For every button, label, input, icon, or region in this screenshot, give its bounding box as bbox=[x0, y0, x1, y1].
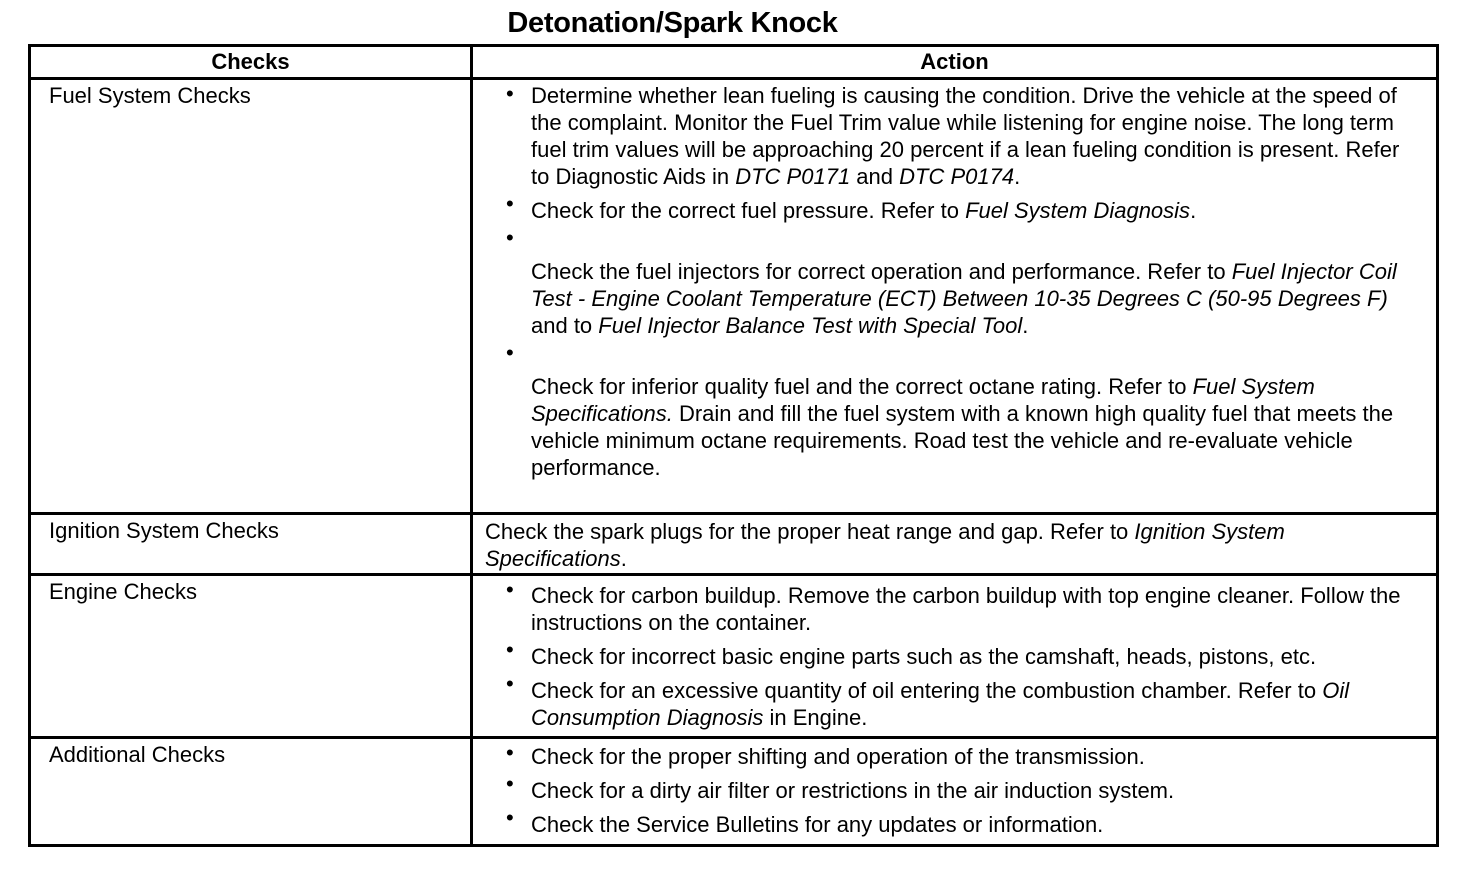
body-text: Check for the correct fuel pressure. Refer to bbox=[531, 198, 966, 223]
action-item bbox=[473, 670, 1436, 731]
bullet-icon: • bbox=[506, 81, 514, 106]
action-cell bbox=[472, 514, 1438, 575]
body-text: and bbox=[850, 164, 900, 189]
bullet-icon: • bbox=[506, 225, 514, 250]
action-item bbox=[473, 339, 1436, 481]
reference-text: Fuel System Diagnosis bbox=[965, 198, 1191, 223]
check-label: Fuel System Checks bbox=[30, 79, 472, 514]
body-text: . bbox=[1014, 164, 1021, 189]
bullet-icon: • bbox=[506, 671, 514, 696]
reference-text: DTC P0174 bbox=[899, 164, 1015, 189]
checks-column-header: Checks bbox=[30, 46, 472, 79]
fuel-system-row bbox=[30, 79, 1438, 514]
bullet-icon: • bbox=[506, 191, 514, 216]
body-text: Determine whether lean fueling is causing the condition. Drive the vehicle at the speed of the complaint. Monitor the Fuel Trim value while listening for engine noise. The long term fuel trim values will be approaching 20 percent if a lean fueling condition is present. Refer to Diagnostic Aids in bbox=[531, 83, 1400, 189]
diagnostic-table bbox=[28, 44, 1439, 847]
body-text: Check the Service Bulletins for any updates or information. bbox=[531, 812, 1104, 837]
action-item bbox=[473, 80, 1436, 190]
body-text: Check the fuel injectors for correct operation and performance. Refer to bbox=[531, 259, 1232, 284]
body-text: Check for the proper shifting and operation of the transmission. bbox=[531, 744, 1145, 769]
action-item bbox=[473, 224, 1436, 339]
reference-text: Ignition System Specifications bbox=[485, 519, 1285, 571]
reference-text: Fuel Injector Balance Test with Special Tool bbox=[598, 313, 1023, 338]
reference-text: Fuel System Specifications. bbox=[531, 374, 1315, 426]
bullet-icon: • bbox=[506, 577, 514, 602]
body-text: Check for a dirty air filter or restrictions in the air induction system. bbox=[531, 778, 1175, 803]
bullet-icon: • bbox=[506, 805, 514, 830]
body-text: Check for an excessive quantity of oil entering the combustion chamber. Refer to bbox=[531, 678, 1323, 703]
ignition-system-row bbox=[30, 514, 1438, 575]
reference-text: Oil Consumption Diagnosis bbox=[531, 678, 1350, 730]
action-cell bbox=[472, 79, 1438, 514]
check-label: Ignition System Checks bbox=[30, 514, 472, 575]
action-list bbox=[473, 80, 1436, 481]
bullet-icon: • bbox=[506, 340, 514, 365]
body-text: Check for carbon buildup. Remove the carbon buildup with top engine cleaner. Follow the instructions on the container. bbox=[531, 583, 1401, 635]
action-item bbox=[473, 804, 1436, 838]
body-text: Check for inferior quality fuel and the correct octane rating. Refer to bbox=[531, 374, 1193, 399]
action-item bbox=[473, 770, 1436, 804]
additional-row bbox=[30, 738, 1438, 846]
check-label: Additional Checks bbox=[30, 738, 472, 846]
reference-text: Fuel Injector Coil Test - Engine Coolant Temperature (ECT) Between 10-35 Degrees C (50-95 Degrees F) bbox=[531, 259, 1397, 311]
bullet-icon: • bbox=[506, 740, 514, 765]
action-item bbox=[473, 190, 1436, 224]
action-item bbox=[473, 739, 1436, 770]
bullet-icon: • bbox=[506, 637, 514, 662]
body-text: and to bbox=[531, 313, 599, 338]
reference-text: DTC P0171 bbox=[735, 164, 851, 189]
action-text bbox=[473, 515, 1436, 572]
page-title: Detonation/Spark Knock bbox=[507, 7, 838, 39]
action-cell bbox=[472, 575, 1438, 738]
body-text: . bbox=[1190, 198, 1197, 223]
body-text: in Engine. bbox=[763, 705, 868, 730]
body-text: . bbox=[1022, 313, 1029, 338]
action-item bbox=[473, 576, 1436, 636]
action-item bbox=[473, 636, 1436, 670]
engine-row bbox=[30, 575, 1438, 738]
header-row bbox=[30, 46, 1438, 79]
action-list bbox=[473, 739, 1436, 838]
body-text: . bbox=[620, 546, 627, 571]
bullet-icon: • bbox=[506, 771, 514, 796]
body-text: Check for incorrect basic engine parts such as the camshaft, heads, pistons, etc. bbox=[531, 644, 1317, 669]
body-text: Drain and fill the fuel system with a known high quality fuel that meets the vehicle minimum octane requirements. Road test the vehicle and re-evaluate vehicle performance. bbox=[531, 401, 1394, 480]
action-column-header: Action bbox=[472, 46, 1438, 79]
action-list bbox=[473, 576, 1436, 731]
check-label: Engine Checks bbox=[30, 575, 472, 738]
action-cell bbox=[472, 738, 1438, 846]
body-text: Check the spark plugs for the proper heat range and gap. Refer to bbox=[485, 519, 1135, 544]
